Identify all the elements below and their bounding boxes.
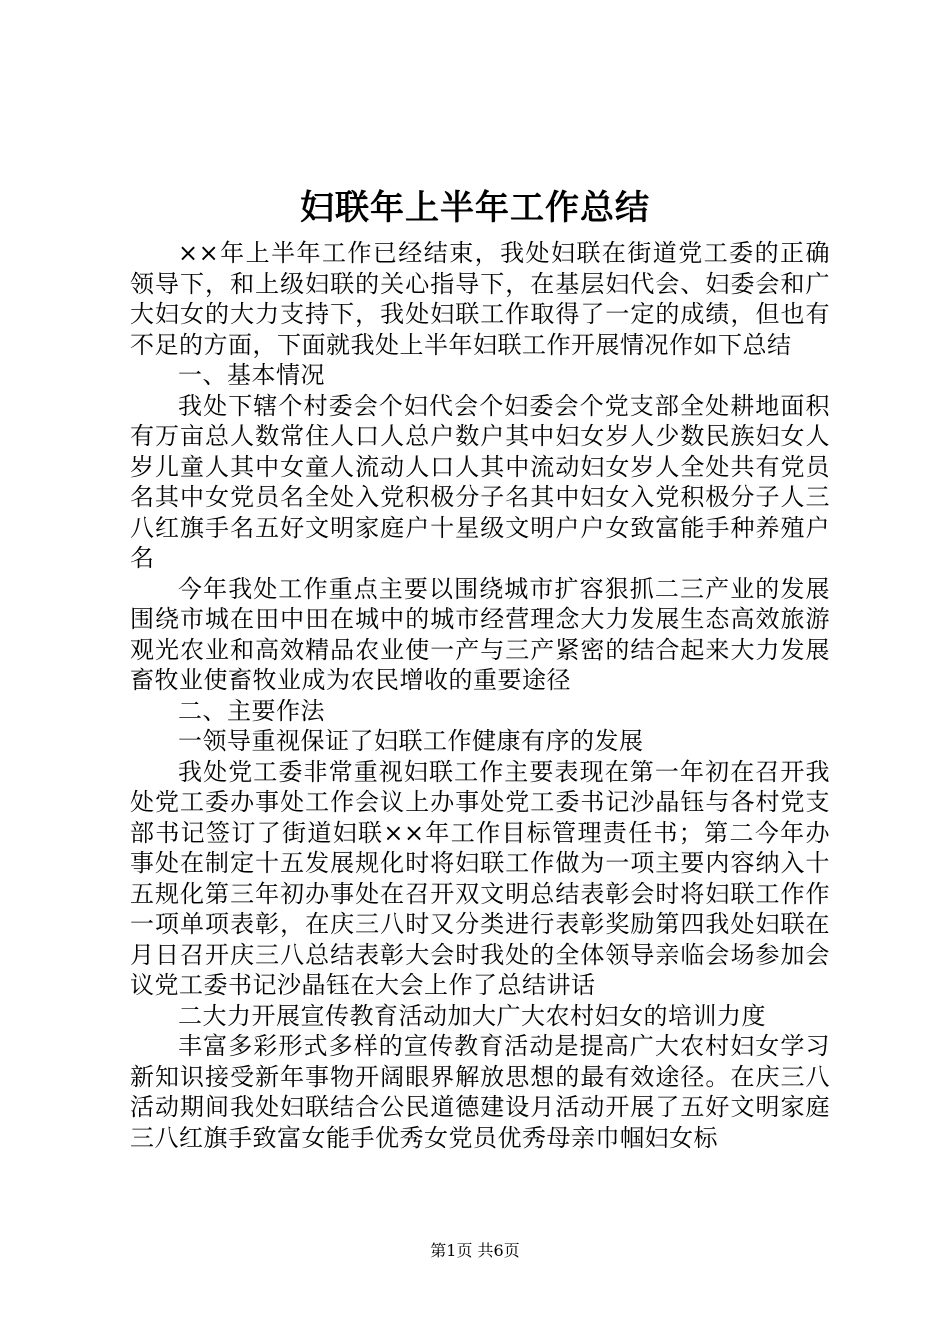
paragraph-education: 丰富多彩形式多样的宣传教育活动是提高广大农村妇女学习新知识接受新年事物开阔眼界解放思想的最有效途径。在庆三八活动期间我处妇联结合公民道德建设月活动开展了五好文明家庭三八红旗手致富女能手优秀女党员优秀母亲巾帼妇女标: [130, 1032, 830, 1152]
paragraph-intro: ××年上半年工作已经结束，我处妇联在街道党工委的正确领导下，和上级妇联的关心指导下，在基层妇代会、妇委会和广大妇女的大力支持下，我处妇联工作取得了一定的成绩，但也有不足的方面，下面就我处上半年妇联工作开展情况作如下总结: [130, 239, 830, 359]
document-body: [130, 238, 830, 1153]
section-heading-main-practices: 二、主要作法: [178, 696, 325, 725]
subheading-leadership: 一领导重视保证了妇联工作健康有序的发展: [178, 727, 644, 755]
paragraph-work-focus: 今年我处工作重点主要以围绕城市扩容狠抓二三产业的发展围绕市城在田中田在城中的城市经营理念大力发展生态高效旅游观光农业和高效精品农业使一产与三产紧密的结合起来大力发展畜牧业使畜牧业成为农民增收的重要途径: [130, 574, 830, 694]
section-heading-basic-situation: 一、基本情况: [178, 361, 325, 389]
page-number-footer: 第1页 共6页: [430, 1241, 520, 1260]
document-title: 妇联年上半年工作总结: [300, 188, 650, 228]
subheading-education: 二大力开展宣传教育活动加大广大农村妇女的培训力度: [178, 1001, 766, 1030]
paragraph-basic-situation: 我处下辖个村委会个妇代会个妇委会个党支部全处耕地面积有万亩总人数常住人口人总户数户其中妇女岁人少数民族妇女人岁儿童人其中女童人流动人口人其中流动妇女岁人全处共有党员名其中女党员名全处入党积极分子名其中妇女入党积极分子人三八红旗手名五好文明家庭户十星级文明户户女致富能手种养殖户名: [130, 391, 830, 572]
paragraph-leadership: 我处党工委非常重视妇联工作主要表现在第一年初在召开我处党工委办事处工作会议上办事处党工委书记沙晶钰与各村党支部书记签订了街道妇联××年工作目标管理责任书；第二今年办事处在制定十五发展规化时将妇联工作做为一项主要内容纳入十五规化第三年初办事处在召开双文明总结表彰会时将妇联工作作一项单项表彰，在庆三八时又分类进行表彰奖励第四我处妇联在月日召开庆三八总结表彰大会时我处的全体领导亲临会场参加会议党工委书记沙晶钰在大会上作了总结讲话: [130, 757, 830, 999]
